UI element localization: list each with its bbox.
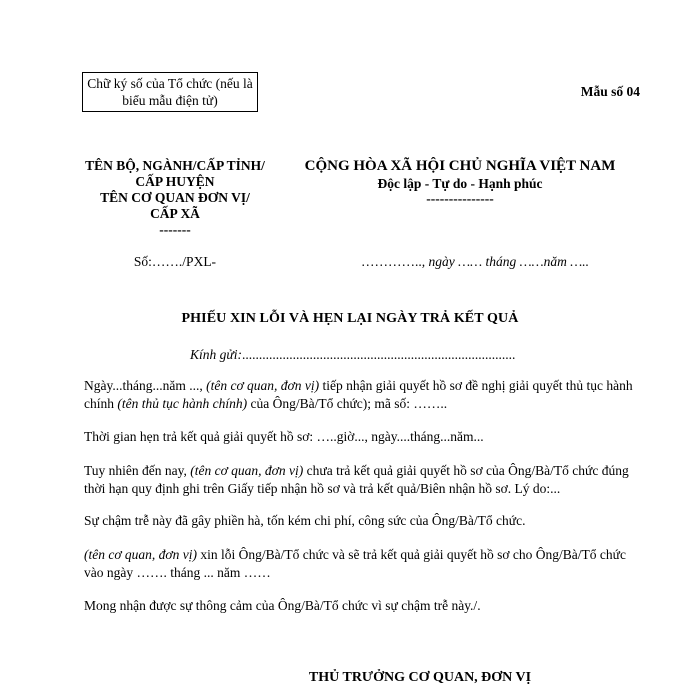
greeting-dots: ................................................................................. — [242, 347, 516, 362]
national-header — [280, 158, 640, 205]
national-header-separator: --------------- — [426, 191, 494, 206]
p3-agency-placeholder: (tên cơ quan, đơn vị) — [190, 463, 304, 478]
greeting-label: Kính gửi: — [190, 347, 242, 362]
nation-name: CỘNG HÒA XÃ HỘI CHỦ NGHĨA VIỆT NAM — [304, 158, 616, 174]
p1-text-c: tiếp nhận giải quyết hồ sơ đề nghị giải quyết thủ tục hành chính — [84, 378, 633, 411]
paragraph-receipt — [84, 377, 644, 413]
p5-agency-placeholder: (tên cơ quan, đơn vị) — [84, 547, 198, 562]
p3-text-a: Tuy nhiên đến nay, — [84, 463, 191, 478]
p1-text-a: Ngày...tháng...năm ..., — [84, 378, 207, 393]
signature-box-line-1: Chữ ký số của Tổ chức (nếu là — [87, 76, 253, 91]
p1-agency-placeholder: (tên cơ quan, đơn vị) — [206, 378, 320, 393]
date-rest: , ngày …… tháng ……năm ….. — [421, 254, 589, 269]
paragraph-inconvenience: Sự chậm trễ này đã gây phiền hà, tốn kém chi phí, công sức của Ông/Bà/Tổ chức. — [84, 513, 526, 528]
agency-header-line-3: TÊN CƠ QUAN ĐƠN VỊ/ — [100, 190, 250, 205]
agency-header-line-1: TÊN BỘ, NGÀNH/CẤP TỈNH/ — [85, 158, 265, 173]
p5-text-b: xin lỗi Ông/Bà/Tổ chức và sẽ trả kết quả giải quyết hồ sơ cho Ông/Bà/Tổ chức vào ngày ……. tháng ... năm …… — [84, 547, 626, 580]
agency-header — [70, 158, 280, 238]
p1-text-e: của Ông/Bà/Tổ chức); mã số: …….. — [247, 396, 448, 411]
agency-header-line-2: CẤP HUYỆN — [135, 174, 215, 189]
paragraph-closing: Mong nhận được sự thông cảm của Ông/Bà/Tổ chức vì sự chậm trễ này./. — [84, 598, 481, 613]
document-number: Số:……./PXL- — [133, 254, 217, 269]
paragraph-appointment: Thời gian hẹn trả kết quả giải quyết hồ sơ: …..giờ..., ngày....tháng...năm... — [84, 429, 484, 444]
document-title: PHIẾU XIN LỖI VÀ HẸN LẠI NGÀY TRẢ KẾT QUẢ — [181, 311, 519, 326]
signature-box-line-2: biểu mẫu điện tử) — [122, 93, 218, 108]
national-motto: Độc lập - Tự do - Hạnh phúc — [377, 176, 543, 191]
date-line — [330, 254, 620, 270]
p3-text-c: chưa trả kết quả giải quyết hồ sơ của Ông/Bà/Tổ chức đúng thời hạn quy định ghi trên Giấy tiếp nhận hồ sơ và trả kết quả/Biên nhận hồ sơ. Lý do:... — [84, 463, 629, 496]
greeting-line — [190, 347, 590, 363]
paragraph-delay-reason — [84, 462, 644, 498]
digital-signature-box — [82, 72, 258, 112]
agency-header-separator: ------- — [159, 222, 191, 237]
signer-title: THỦ TRƯỞNG CƠ QUAN, ĐƠN VỊ — [308, 670, 532, 685]
agency-header-line-4: CẤP XÃ — [150, 206, 200, 221]
p1-procedure-placeholder: (tên thủ tục hành chính) — [117, 396, 248, 411]
paragraph-apology — [84, 546, 644, 582]
date-place: ………….. — [360, 254, 422, 269]
form-number: Mẫu số 04 — [580, 84, 640, 99]
